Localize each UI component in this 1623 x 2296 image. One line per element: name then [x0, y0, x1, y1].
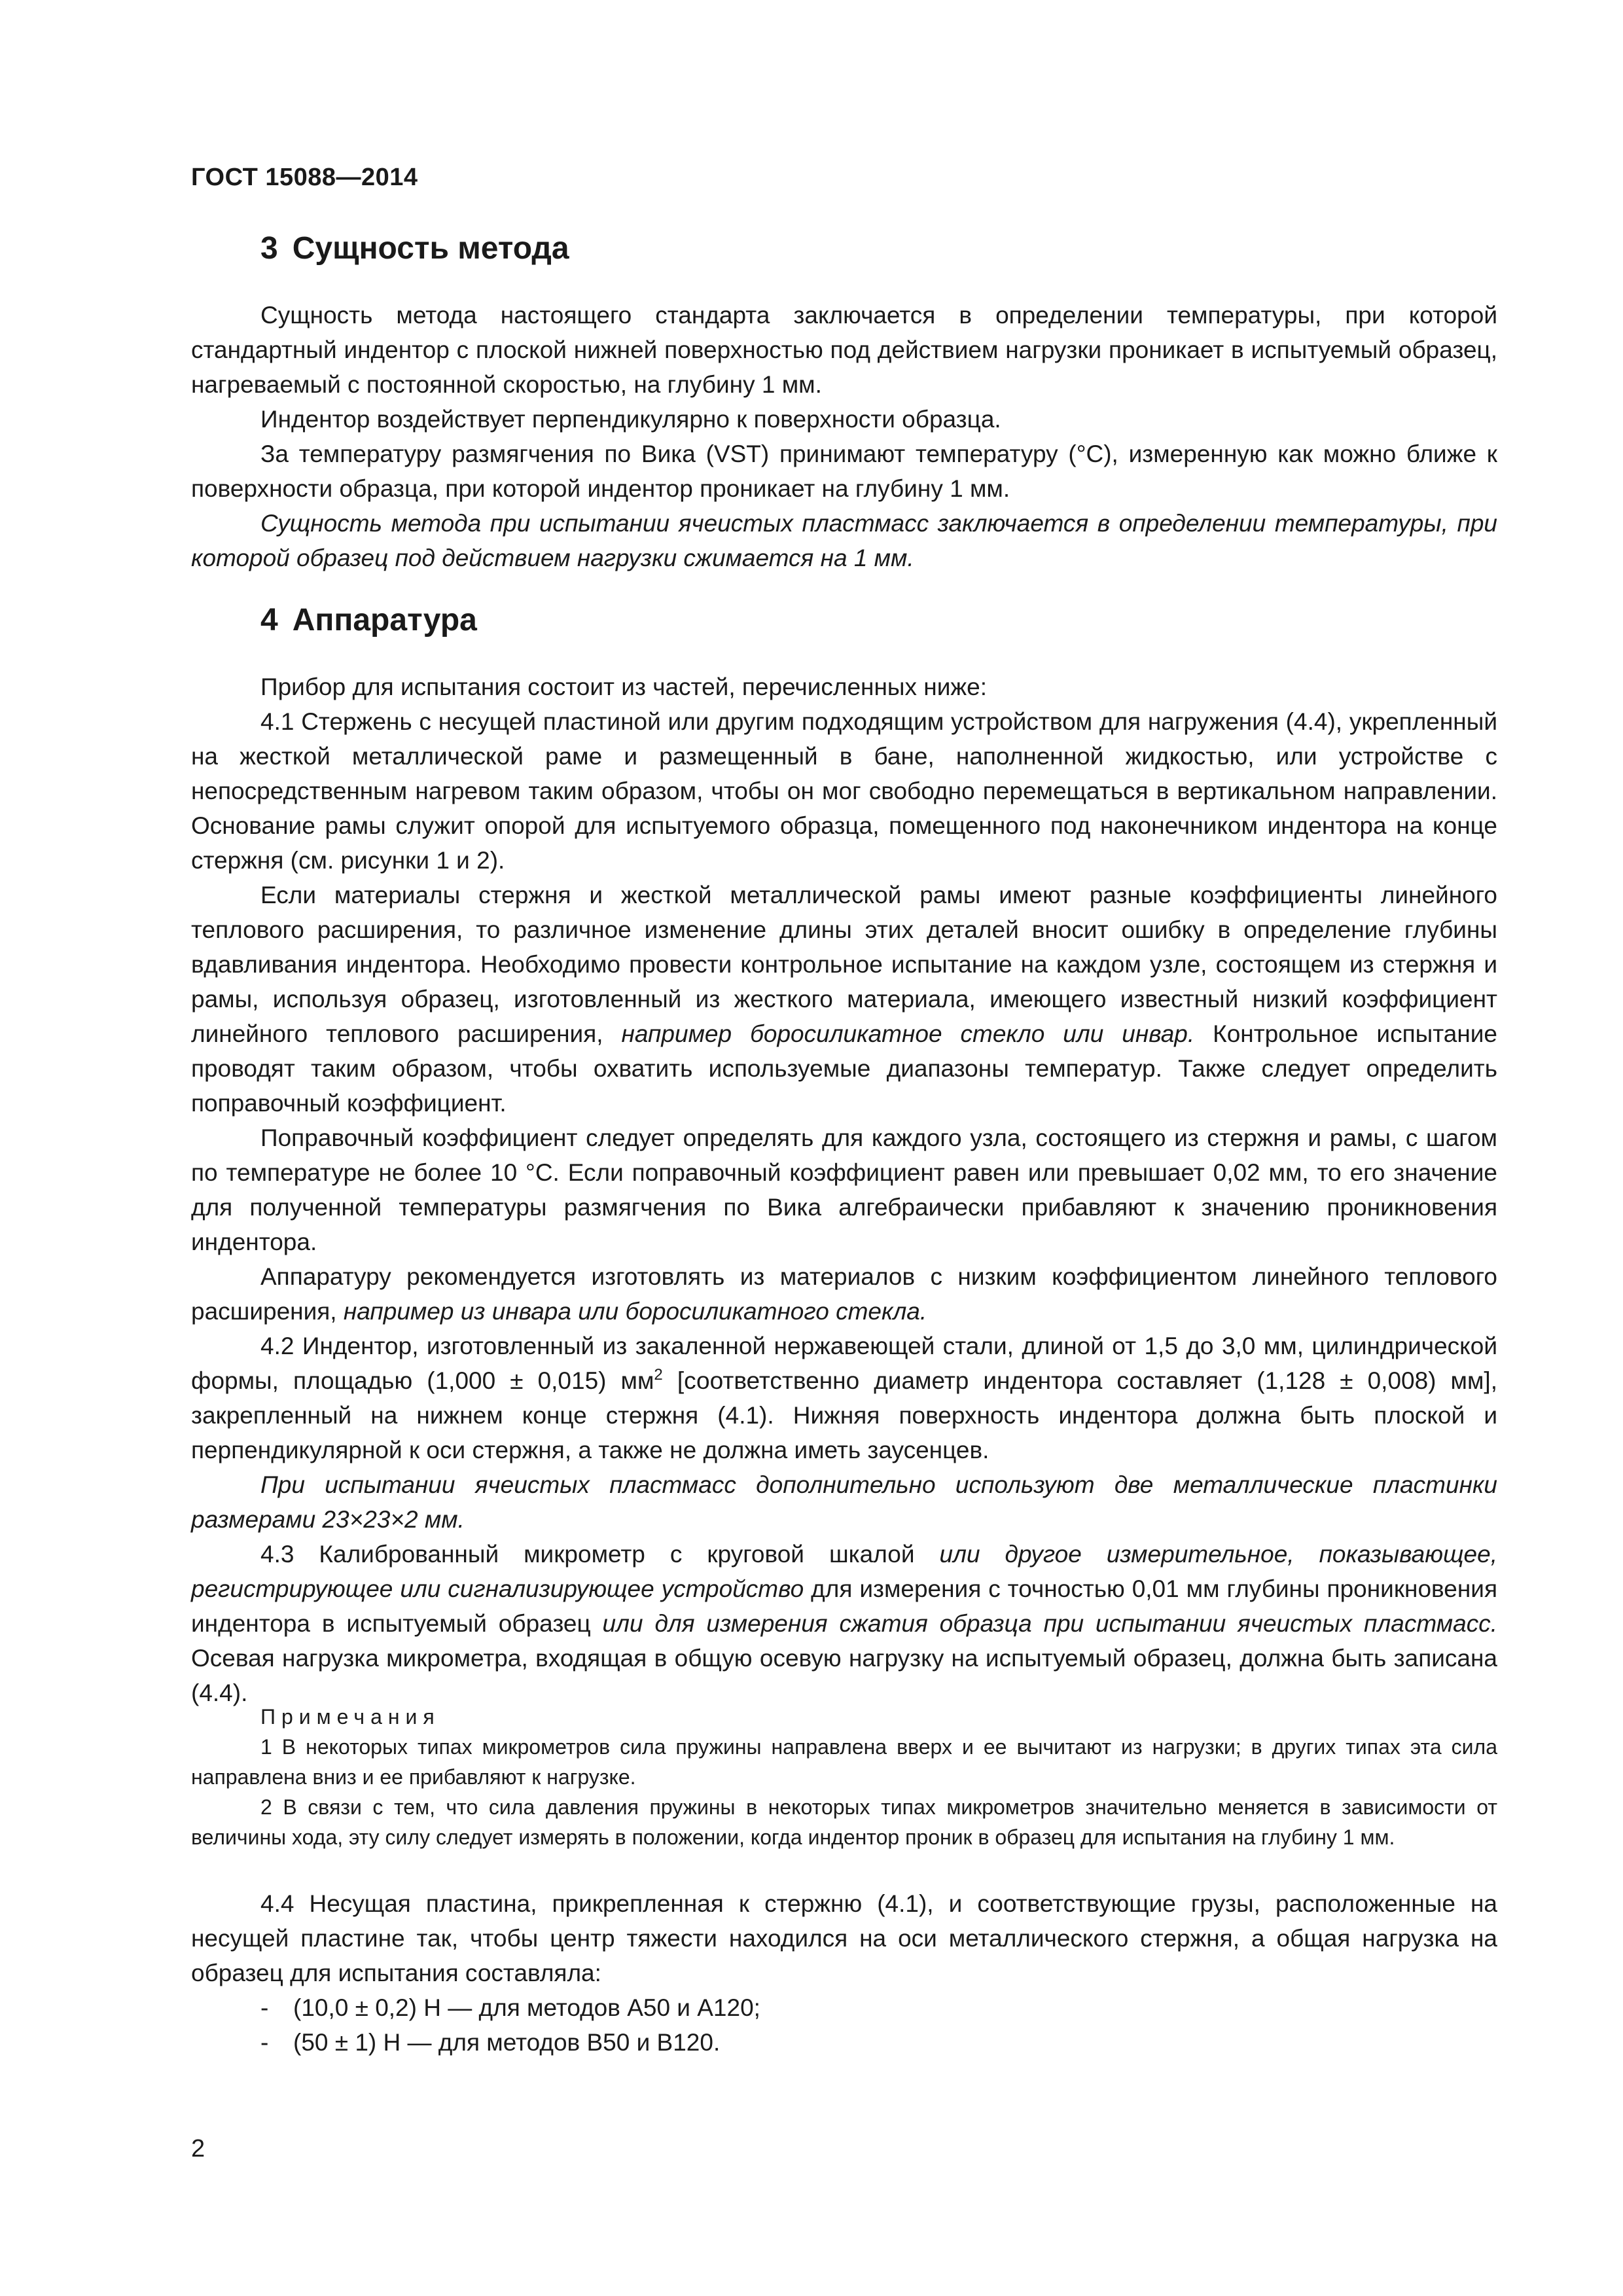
notes-heading: Примечания — [260, 1705, 440, 1729]
paragraph-apparatus — [191, 1259, 1497, 1329]
italic-text: или для измерения сжатия образца при испытании ячеистых пластмасс. — [602, 1610, 1497, 1637]
text: 4.3 Калиброванный микрометр с круговой шкалой — [260, 1541, 940, 1568]
load-list — [260, 1990, 760, 2060]
text: Контрольное испытание проводят таким образом, чтобы охватить используемые диапазоны температур. Также следует определить поправочный коэффициент. — [191, 1020, 1498, 1117]
list-item — [260, 1990, 760, 2025]
text: Если материалы стержня и жесткой металлической рамы имеют разные коэффициенты линейного теплового расширения, то различное изменение длины этих деталей вносит ошибку в определение глубины вдавливания индентора. Необходимо провести контрольное испытание на каждом узле, состоящем из стержня и рамы, используя образец, изготовленный из жесткого материала, имеющего известный низкий коэффициент линейного теплового расширения, — [191, 882, 1497, 1047]
italic-paragraph: Сущность метода при испытании ячеистых пластмасс заключается в определении температуры, при которой образец под действием нагрузки сжимается на 1 мм. — [191, 510, 1497, 571]
standard-header: ГОСТ 15088—2014 — [191, 164, 418, 191]
text: Аппаратуру рекомендуется изготовлять из материалов с низким коэффициентом линейного теплового расширения, — [191, 1263, 1497, 1325]
italic-text: например боросиликатное стекло или инвар. — [621, 1020, 1195, 1047]
page-number: 2 — [191, 2135, 205, 2162]
section-4-body — [191, 670, 1497, 1710]
section-3-body — [191, 298, 1497, 575]
note-item: 1 В некоторых типах микрометров сила пружины направлена вверх и ее вычитают из нагрузки; в других типах эта сила направлена вниз и ее прибавляют к нагрузке. — [191, 1735, 1497, 1789]
paragraph-intro: Прибор для испытания состоит из частей, перечисленных ниже: — [260, 673, 987, 700]
section-4-4-body — [191, 1886, 1497, 1990]
paragraph: За температуру размягчения по Вика (VST) принимают температуру (°C), измеренную как можно ближе к поверхности образца, при которой индентор проникает на глубину 1 мм. — [191, 440, 1497, 502]
paragraph-correction: Поправочный коэффициент следует определять для каждого узла, состоящего из стержня и рамы, с шагом по температуре не более 10 °C. Если поправочный коэффициент равен или превышает 0,02 мм, то его значение для полученной температуры размягчения по Вика алгебраически прибавляют к значению проникновения индентора. — [191, 1124, 1497, 1255]
paragraph-4-3 — [191, 1537, 1497, 1710]
notes-block — [191, 1702, 1497, 1852]
list-item-text: (10,0 ± 0,2) Н — для методов А50 и А120; — [293, 1994, 760, 2021]
section-4-heading — [260, 602, 477, 638]
bullet-marker: - — [260, 2029, 269, 2056]
section-number: 4 — [260, 603, 278, 637]
italic-text: например из инвара или боросиликатного стекла. — [343, 1298, 927, 1325]
text: 4.2 Индентор, изготовленный из закаленной нержавеющей стали, длиной от 1,5 до 3,0 мм, цилиндрической формы, площадью (1,000 ± 0,015) мм — [191, 1333, 1497, 1394]
paragraph: Индентор воздействует перпендикулярно к поверхности образца. — [260, 406, 1001, 433]
paragraph: Сущность метода настоящего стандарта заключается в определении температуры, при которой стандартный индентор с плоской нижней поверхностью под действием нагрузки проникает в испытуемый образец, нагреваемый с постоянной скоростью, на глубину 1 мм. — [191, 302, 1497, 398]
paragraph-4-2 — [191, 1329, 1497, 1467]
bullet-marker: - — [260, 1994, 269, 2021]
list-item-text: (50 ± 1) Н — для методов В50 и В120. — [293, 2029, 721, 2056]
italic-paragraph: При испытании ячеистых пластмасс дополнительно используют две металлические пластинки размерами 23×23×2 мм. — [191, 1471, 1497, 1533]
section-number: 3 — [260, 231, 278, 266]
text: Осевая нагрузка микрометра, входящая в общую осевую нагрузку на испытуемый образец, должна быть записана (4.4). — [191, 1645, 1497, 1706]
section-title: Сущность метода — [292, 231, 569, 266]
paragraph-4-1: 4.1 Стержень с несущей пластиной или другим подходящим устройством для нагружения (4.4), укрепленный на жесткой металлической раме и размещенный в бане, наполненной жидкостью, или устройстве с непосредственным нагревом таким образом, чтобы он мог свободно перемещаться в вертикальном направлении. Основание рамы служит опорой для испытуемого образца, помещенного под наконечником индентора на конце стержня (см. рисунки 1 и 2). — [191, 708, 1497, 874]
list-item — [260, 2025, 760, 2060]
paragraph-materials — [191, 878, 1497, 1121]
superscript: 2 — [654, 1366, 663, 1384]
italic-text: или другое измерительное, показывающее, регистрирующее или сигнализирующее устройство — [191, 1541, 1497, 1602]
section-title: Аппаратура — [292, 603, 477, 637]
section-3-heading — [260, 230, 569, 266]
text: для измерения с точностью 0,01 мм глубины проникновения индентора в испытуемый образец — [191, 1575, 1497, 1637]
note-item: 2 В связи с тем, что сила давления пружины в некоторых типах микрометров значительно меняется в зависимости от величины хода, эту силу следует измерять в положении, когда индентор проник в образец для испытания на глубину 1 мм. — [191, 1795, 1497, 1849]
text: [соответственно диаметр индентора составляет (1,128 ± 0,008) мм], закрепленный на нижнем конце стержня (4.1). Нижняя поверхность индентора должна быть плоской и перпендикулярной к оси стержня, а также не должна иметь заусенцев. — [191, 1367, 1497, 1463]
paragraph-4-4: 4.4 Несущая пластина, прикрепленная к стержню (4.1), и соответствующие грузы, расположенные на несущей пластине так, чтобы центр тяжести находился на оси металлического стержня, а общая нагрузка на образец для испытания составляла: — [191, 1890, 1497, 1986]
